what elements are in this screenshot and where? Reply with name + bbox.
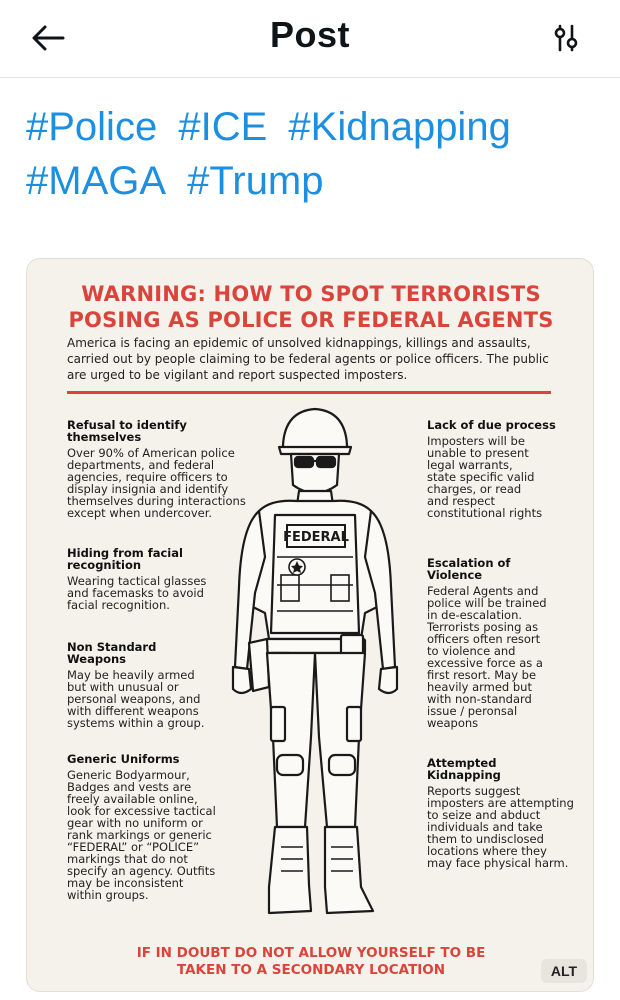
hashtag-kidnapping[interactable]: #Kidnapping (288, 105, 511, 149)
vest-label: FEDERAL (283, 530, 349, 545)
section-refusal-to-identify: Refusal to identify themselves Over 90% of American police departments, and federal agencies, require officers to display insignia and identify themselves during interactions except when undercover. (67, 418, 246, 520)
hashtag-maga[interactable]: #MAGA (26, 159, 167, 203)
hashtag-trump[interactable]: #Trump (187, 159, 324, 203)
divider (67, 391, 551, 394)
page-title: Post (269, 14, 350, 55)
section-lack-of-due-process: Lack of due process Imposters will be unable to present legal warrants, state specific valid charges, or read and respect constitutional rights (427, 418, 556, 520)
top-bar (0, 0, 620, 78)
section-attempted-kidnapping: Attempted Kidnapping Reports suggest imposters are attempting to seize and abduct individuals and take them to undisclosed locations where they may face physical harm. (427, 756, 574, 870)
section-hiding-facial-recognition: Hiding from facial recognition Wearing tactical glasses and facemasks to avoid facial recognition. (67, 546, 207, 612)
section-generic-uniforms: Generic Uniforms Generic Bodyarmour, Badges and vests are freely available online, look for excessive tactical gear with no uniform or rank markings or generic “FEDERAL” or “POLICE” markings that do not specify an agency. Outfits may be inconsistent within groups. (67, 752, 216, 902)
post-image[interactable] (26, 258, 594, 992)
poster-intro: America is facing an epidemic of unsolved kidnappings, killings and assaults, carried out by people claiming to be federal agents or police officers. The public are urged to be vigilant and report suspected imposters. (67, 336, 549, 382)
post-hashtags (26, 100, 596, 208)
section-escalation-of-violence: Escalation of Violence Federal Agents and police will be trained in de-escalation. Terrorists posing as officers often resort to violence and excessive force as a first resort. May be heavily armed but with non-standard issue / peronsal weapons (427, 556, 547, 730)
section-non-standard-weapons: Non Standard Weapons May be heavily armed but with unusual or personal weapons, and with different weapons systems within a group. (67, 640, 205, 730)
hashtag-ice[interactable]: #ICE (178, 105, 268, 149)
sliders-icon (551, 23, 581, 53)
tactical-figure-illustration (211, 407, 419, 937)
poster-title: WARNING: HOW TO SPOT TERRORISTS POSING AS POLICE OR FEDERAL AGENTS (68, 282, 554, 332)
alt-text-button[interactable]: ALT (541, 959, 587, 983)
poster-footer-warning: IF IN DOUBT DO NOT ALLOW YOURSELF TO BE TAKEN TO A SECONDARY LOCATION (136, 945, 486, 978)
hashtag-police[interactable]: #Police (26, 105, 158, 149)
settings-button[interactable] (546, 18, 586, 58)
